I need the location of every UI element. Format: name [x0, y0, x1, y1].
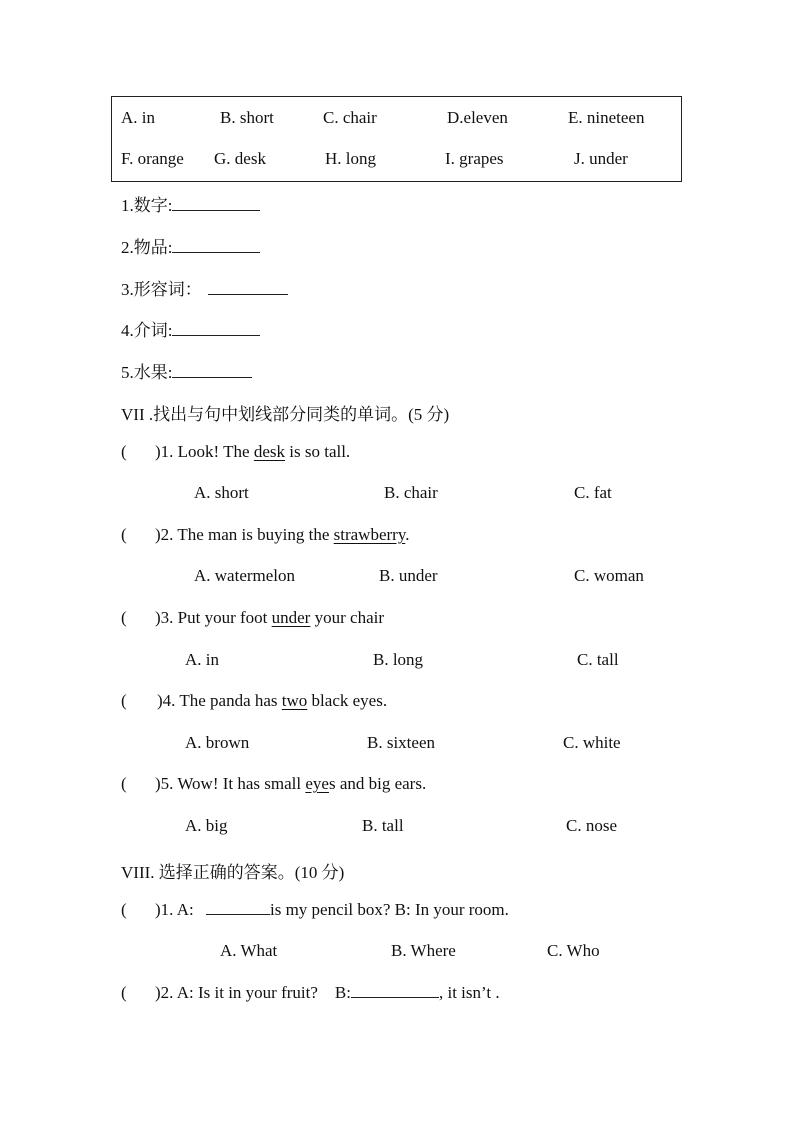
- question-text: )1. A:: [155, 900, 198, 919]
- question-text: your chair: [310, 608, 384, 627]
- question-text: )1. Look! The: [155, 442, 254, 461]
- option-c: C. tall: [577, 650, 619, 669]
- answer-paren[interactable]: (: [121, 442, 127, 461]
- underlined-word: two: [281, 691, 308, 710]
- option-a: A. watermelon: [194, 566, 296, 585]
- question-text: black eyes.: [307, 691, 388, 710]
- option-a: A. short: [194, 483, 249, 502]
- answer-blank[interactable]: [172, 238, 260, 253]
- category-label: 1.数字:: [121, 196, 173, 215]
- category-line: [121, 316, 260, 341]
- question-text: s and big ears.: [328, 774, 427, 793]
- option-c: C. white: [563, 733, 621, 752]
- word-option: F. orange: [121, 149, 184, 168]
- question-8-2: [121, 983, 500, 1003]
- option-c: C. Who: [547, 941, 600, 960]
- word-option: G. desk: [214, 149, 266, 168]
- option-a: A. in: [185, 650, 219, 669]
- question-7-5: [121, 774, 426, 794]
- answer-blank[interactable]: [208, 280, 288, 295]
- category-label: 4.介词:: [121, 321, 173, 340]
- word-option: E. nineteen: [568, 108, 645, 127]
- section-7-title: VII .找出与句中划线部分同类的单词。(5 分): [121, 405, 450, 424]
- option-b: B. Where: [391, 941, 456, 960]
- answer-paren[interactable]: (: [121, 900, 127, 919]
- question-7-1: [121, 442, 350, 462]
- word-option: B. short: [220, 108, 274, 127]
- word-option: I. grapes: [445, 149, 504, 168]
- answer-paren[interactable]: (: [121, 608, 127, 627]
- category-label: 3.形容词：: [121, 280, 202, 299]
- question-text: )4. The panda has: [157, 691, 282, 710]
- category-line: [121, 358, 252, 383]
- word-option: J. under: [574, 149, 628, 168]
- category-line: [121, 233, 260, 258]
- answer-paren[interactable]: (: [121, 983, 127, 1002]
- question-7-3: [121, 608, 384, 628]
- option-b: B. chair: [384, 483, 438, 502]
- question-text: )3. Put your foot: [155, 608, 272, 627]
- option-a: A. brown: [185, 733, 250, 752]
- answer-paren[interactable]: (: [121, 525, 127, 544]
- question-text: is so tall.: [285, 442, 351, 461]
- word-option: A. in: [121, 108, 155, 127]
- answer-blank[interactable]: [351, 983, 439, 998]
- question-7-4: [121, 691, 387, 711]
- answer-paren[interactable]: (: [121, 774, 127, 793]
- word-option: H. long: [325, 149, 376, 168]
- question-7-2: [121, 525, 409, 545]
- question-text: is my pencil box? B: In your room.: [269, 900, 509, 919]
- underlined-word: under: [271, 608, 311, 627]
- category-label: 2.物品:: [121, 238, 173, 257]
- option-b: B. sixteen: [367, 733, 435, 752]
- underlined-word: strawberry: [333, 525, 406, 544]
- option-c: C. woman: [574, 566, 644, 585]
- question-text: )2. A: Is it in your fruit? B:: [155, 983, 351, 1002]
- question-8-1: [121, 900, 509, 920]
- word-option: D.eleven: [447, 108, 508, 127]
- option-c: C. nose: [566, 816, 617, 835]
- question-text: .: [405, 525, 410, 544]
- section-8-title: VIII. 选择正确的答案。(10 分): [121, 863, 345, 882]
- underlined-word: eye: [305, 774, 329, 793]
- answer-blank[interactable]: [206, 900, 270, 915]
- option-b: B. long: [373, 650, 424, 669]
- answer-blank[interactable]: [172, 321, 260, 336]
- option-c: C. fat: [574, 483, 612, 502]
- option-a: A. What: [220, 941, 278, 960]
- answer-paren[interactable]: (: [121, 691, 127, 710]
- category-line: [121, 275, 288, 300]
- category-line: [121, 191, 260, 216]
- question-text: )2. The man is buying the: [155, 525, 334, 544]
- answer-blank[interactable]: [172, 196, 260, 211]
- option-a: A. big: [185, 816, 228, 835]
- option-b: B. under: [379, 566, 438, 585]
- word-option: C. chair: [323, 108, 377, 127]
- option-b: B. tall: [362, 816, 404, 835]
- category-label: 5.水果:: [121, 363, 173, 382]
- question-text: , it isn’t .: [438, 983, 500, 1002]
- answer-blank[interactable]: [172, 363, 252, 378]
- question-text: )5. Wow! It has small: [155, 774, 306, 793]
- underlined-word: desk: [253, 442, 286, 461]
